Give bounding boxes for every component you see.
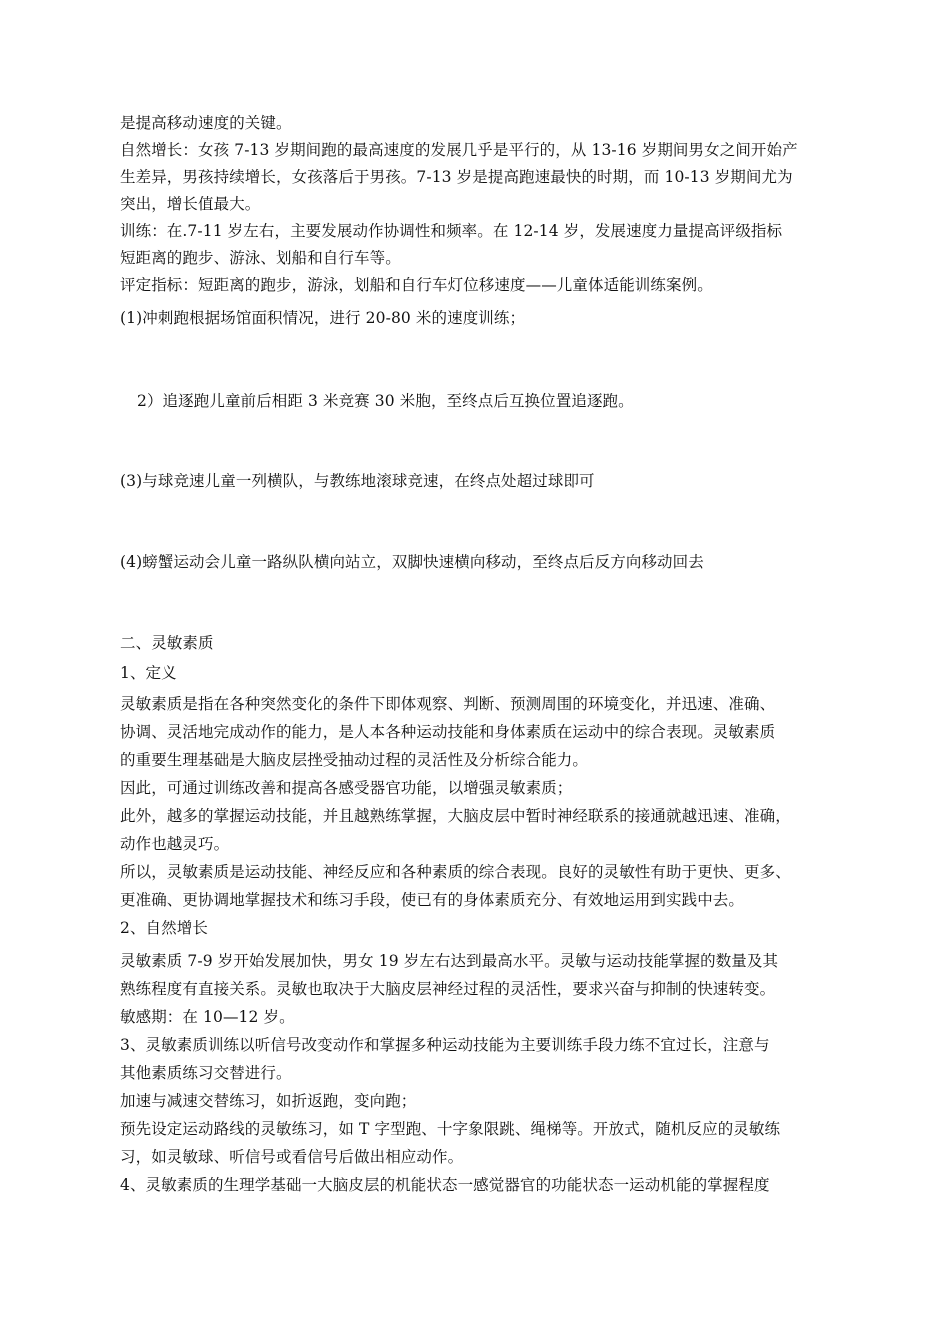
paragraph-line: 训练：在.7-11 岁左右，主要发展动作协调性和频率。在 12-14 岁，发展速度力量提高评级指标 (120, 222, 783, 240)
subsection-heading: 2、自然增长 (120, 919, 208, 937)
paragraph-line: 其他素质练习交替进行。 (120, 1064, 292, 1082)
subsection-heading: 1、定义 (120, 664, 177, 682)
paragraph-line: 评定指标：短距离的跑步，游泳，划船和自行车灯位移速度——儿童体适能训练案例。 (120, 276, 713, 294)
paragraph-line: 的重要生理基础是大脑皮层挫受抽动过程的灵活性及分析综合能力。 (120, 751, 589, 769)
list-item: (1)冲刺跑根据场馆面积情况，进行 20-80 米的速度训练； (120, 309, 526, 327)
paragraph-line: 4、灵敏素质的生理学基础一大脑皮层的机能状态一感觉器官的功能状态一运动机能的掌握程度 (120, 1176, 770, 1194)
list-item: (4)螃蟹运动会儿童一路纵队横向站立，双脚快速横向移动，至终点后反方向移动回去 (120, 553, 704, 571)
paragraph-line: 自然增长：女孩 7-13 岁期间跑的最高速度的发展几乎是平行的，从 13-16 岁期间男女之间开始产 (120, 141, 798, 159)
paragraph-line: 熟练程度有直接关系。灵敏也取决于大脑皮层神经过程的灵活性，要求兴奋与抑制的快速转变。 (120, 980, 776, 998)
paragraph-line: 生差异，男孩持续增长，女孩落后于男孩。7-13 岁是提高跑速最快的时期，而 10-13 岁期间尤为 (120, 168, 793, 186)
paragraph-line: 因此，可通过训练改善和提高各感受器官功能，以增强灵敏素质； (120, 779, 573, 797)
paragraph-line: 协调、灵活地完成动作的能力，是人本各种运动技能和身体素质在运动中的综合表现。灵敏素质 (120, 723, 776, 741)
paragraph-line: 灵敏素质是指在各种突然变化的条件下即体观察、判断、预测周围的环境变化，并迅速、准确、 (120, 695, 776, 713)
paragraph-line: 习，如灵敏球、听信号或看信号后做出相应动作。 (120, 1148, 464, 1166)
paragraph-line: 灵敏素质 7-9 岁开始发展加快，男女 19 岁左右达到最高水平。灵敏与运动技能掌握的数量及其 (120, 952, 779, 970)
list-item: 2）追逐跑儿童前后相距 3 米竞赛 30 米胞，至终点后互换位置追逐跑。 (137, 392, 634, 410)
paragraph-line: 敏感期：在 10—12 岁。 (120, 1008, 295, 1026)
paragraph-line: 是提高移动速度的关键。 (120, 114, 292, 132)
paragraph-line: 预先设定运动路线的灵敏练习，如 T 字型跑、十字象限跳、绳梯等。开放式，随机反应的灵敏练 (120, 1120, 781, 1138)
paragraph-line: 动作也越灵巧。 (120, 835, 230, 853)
paragraph-line: 3、灵敏素质训练以听信号改变动作和掌握多种运动技能为主要训练手段力练不宜过长，注意与 (120, 1036, 770, 1054)
section-heading: 二、灵敏素质 (120, 634, 214, 652)
paragraph-line: 此外，越多的掌握运动技能，并且越熟练掌握，大脑皮层中暂时神经联系的接通就越迅速、准确， (120, 807, 791, 825)
paragraph-line: 短距离的跑步、游泳、划船和自行车等。 (120, 249, 401, 267)
paragraph-line: 突出，增长值最大。 (120, 195, 261, 213)
paragraph-line: 加速与减速交替练习，如折返跑，变向跑； (120, 1092, 417, 1110)
paragraph-line: 所以，灵敏素质是运动技能、神经反应和各种素质的综合表现。良好的灵敏性有助于更快、更多、 (120, 863, 791, 881)
list-item: (3)与球竞速儿童一列横队，与教练地滚球竞速，在终点处超过球即可 (120, 472, 595, 490)
paragraph-line: 更准确、更协调地掌握技术和练习手段，使已有的身体素质充分、有效地运用到实践中去。 (120, 891, 745, 909)
